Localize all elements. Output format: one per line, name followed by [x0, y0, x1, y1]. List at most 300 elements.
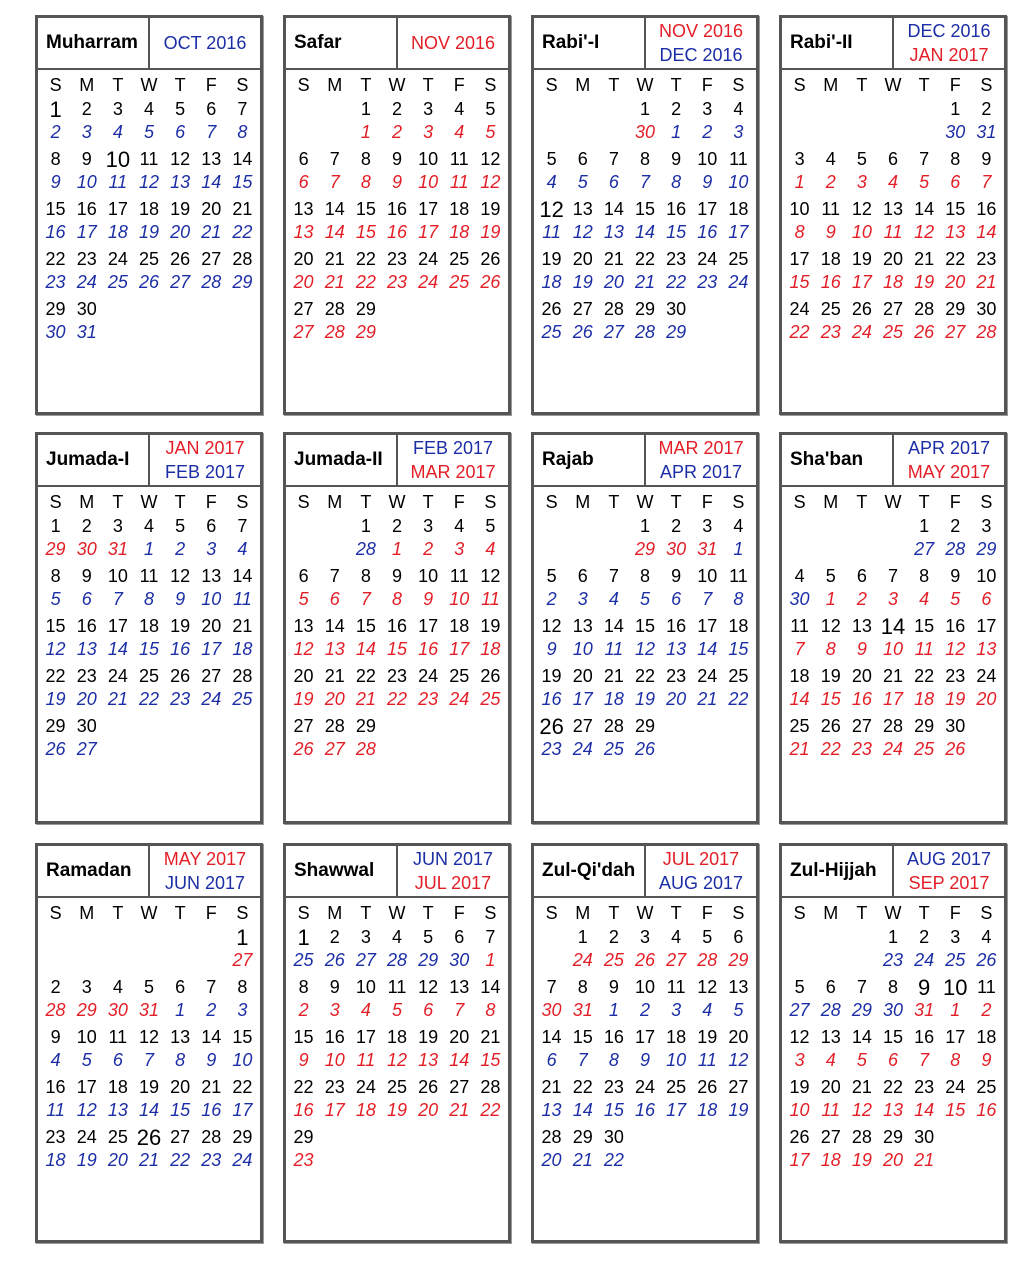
hijri-week-row: [286, 924, 508, 949]
gregorian-week-row: [38, 1099, 260, 1124]
hijri-day: 3: [702, 516, 713, 536]
hijri-day: 5: [175, 99, 186, 119]
gregorian-day: 20: [170, 222, 191, 242]
hijri-day: 1: [50, 516, 61, 536]
gregorian-day: 1: [485, 950, 496, 970]
hijri-day: 9: [981, 149, 992, 169]
hijri-week-row: [38, 146, 260, 171]
gregorian-month-bottom: JUN 2017: [164, 873, 246, 893]
hijri-day: [536, 924, 567, 951]
gregorian-day: 15: [232, 172, 253, 192]
gregorian-day: [877, 538, 908, 563]
hijri-day: 28: [603, 716, 624, 736]
month-grid: [534, 898, 756, 1174]
gregorian-day: 6: [329, 589, 340, 609]
hijri-week-row: [534, 196, 756, 221]
gregorian-day: 22: [355, 272, 376, 292]
month-grid: [782, 898, 1004, 1174]
gregorian-day: 15: [666, 222, 687, 242]
gregorian-day: 16: [45, 222, 66, 242]
hijri-day: 6: [206, 516, 217, 536]
month-card: [283, 843, 511, 1243]
hijri-day: [475, 296, 506, 323]
hijri-day: [381, 713, 412, 740]
gregorian-day: 31: [976, 122, 997, 142]
hijri-day: [413, 713, 444, 740]
gregorian-months: [150, 435, 260, 485]
gregorian-day: 2: [825, 172, 836, 192]
gregorian-month-top: JUL 2017: [662, 849, 740, 869]
gregorian-day: 20: [107, 1150, 128, 1170]
gregorian-day: [815, 538, 846, 563]
gregorian-month-bottom: MAY 2017: [907, 462, 991, 482]
hijri-day: 6: [887, 149, 898, 169]
weekday-label: T: [112, 903, 124, 923]
hijri-day: 20: [201, 616, 222, 636]
hijri-week-row: [782, 1124, 1004, 1149]
hijri-day: 16: [324, 1027, 345, 1047]
hijri-day: 2: [391, 99, 402, 119]
hijri-day: 13: [449, 977, 470, 997]
gregorian-day: 24: [851, 322, 872, 342]
gregorian-day: [133, 738, 164, 763]
gregorian-day: 6: [671, 589, 682, 609]
hijri-day: 7: [887, 566, 898, 586]
gregorian-day: 8: [671, 172, 682, 192]
weekday-label: S: [49, 492, 62, 512]
gregorian-day: 15: [603, 1100, 624, 1120]
hijri-day: [723, 713, 754, 740]
gregorian-day: [567, 121, 598, 146]
gregorian-day: 8: [237, 122, 248, 142]
gregorian-day: 25: [232, 689, 253, 709]
month-card: [283, 15, 511, 415]
hijri-day: 26: [418, 1077, 439, 1097]
hijri-day: 2: [671, 99, 682, 119]
hijri-day: [133, 713, 164, 740]
gregorian-day: 7: [454, 1000, 465, 1020]
gregorian-day: [350, 1149, 381, 1174]
weekday-label: M: [79, 492, 95, 512]
hijri-day: 1: [236, 925, 249, 950]
hijri-day: 28: [232, 249, 253, 269]
hijri-day: 14: [603, 616, 624, 636]
hijri-day: 11: [139, 149, 159, 169]
hijri-month-name: Ramadan: [38, 846, 150, 896]
gregorian-day: 5: [639, 589, 650, 609]
hijri-day: 7: [608, 149, 619, 169]
hijri-day: 12: [851, 199, 872, 219]
gregorian-day: 27: [666, 950, 687, 970]
hijri-day: 8: [919, 566, 930, 586]
hijri-day: 8: [360, 566, 371, 586]
hijri-day: 4: [671, 927, 682, 947]
gregorian-day: 10: [201, 589, 222, 609]
hijri-day: 22: [945, 249, 966, 269]
hijri-day: 17: [107, 616, 128, 636]
gregorian-day: 5: [919, 172, 930, 192]
hijri-day: [877, 96, 908, 123]
gregorian-day: [165, 321, 196, 346]
weekday-label: T: [360, 492, 372, 512]
gregorian-day: 13: [76, 639, 97, 659]
hijri-day: 12: [480, 566, 501, 586]
gregorian-day: 6: [546, 1050, 557, 1070]
gregorian-day: 12: [386, 1050, 407, 1070]
hijri-day: 24: [945, 1077, 966, 1097]
hijri-week-row: [534, 613, 756, 638]
month-header: [286, 435, 508, 487]
hijri-week-row: [38, 1124, 260, 1149]
gregorian-day: 31: [914, 1000, 935, 1020]
hijri-day: 9: [950, 566, 961, 586]
gregorian-day: 8: [950, 1050, 961, 1070]
hijri-day: [381, 296, 412, 323]
hijri-day: 28: [480, 1077, 501, 1097]
weekday-label: F: [205, 492, 217, 512]
hijri-day: 26: [851, 299, 872, 319]
gregorian-day: 27: [324, 739, 345, 759]
gregorian-day: 26: [976, 950, 997, 970]
gregorian-day: 18: [355, 1100, 376, 1120]
gregorian-month-top: DEC 2016: [907, 21, 991, 41]
gregorian-day: 23: [386, 272, 407, 292]
hijri-day: [227, 713, 258, 740]
gregorian-day: 30: [945, 122, 966, 142]
gregorian-day: [413, 738, 444, 763]
hijri-day: 28: [603, 299, 624, 319]
month-header: [534, 846, 756, 898]
gregorian-week-row: [534, 588, 756, 613]
hijri-day: 28: [851, 1127, 872, 1147]
hijri-day: 30: [976, 299, 997, 319]
gregorian-day: [971, 738, 1002, 763]
month-header: [286, 18, 508, 70]
gregorian-day: 21: [697, 689, 718, 709]
weekday-header: [534, 74, 756, 96]
month-header: [286, 846, 508, 898]
weekday-label: F: [949, 75, 961, 95]
gregorian-day: 7: [981, 172, 992, 192]
hijri-day: [40, 924, 71, 951]
hijri-day: 7: [329, 566, 340, 586]
gregorian-day: 17: [76, 222, 97, 242]
gregorian-day: 1: [825, 589, 836, 609]
gregorian-week-row: [534, 271, 756, 296]
gregorian-day: 10: [572, 639, 593, 659]
gregorian-day: 16: [201, 1100, 222, 1120]
gregorian-day: 2: [702, 122, 713, 142]
hijri-day: 4: [391, 927, 402, 947]
hijri-day: 29: [634, 716, 655, 736]
weekday-label: S: [484, 903, 497, 923]
hijri-day: [909, 96, 940, 123]
hijri-day: 3: [112, 99, 123, 119]
gregorian-week-row: [38, 688, 260, 713]
gregorian-day: 28: [697, 950, 718, 970]
hijri-day: [444, 296, 475, 323]
gregorian-day: 27: [789, 1000, 810, 1020]
gregorian-week-row: [534, 999, 756, 1024]
gregorian-day: 15: [789, 272, 810, 292]
weekday-label: S: [793, 903, 806, 923]
gregorian-month-top: FEB 2017: [412, 438, 494, 458]
gregorian-day: 29: [418, 950, 439, 970]
gregorian-month-top: MAR 2017: [658, 438, 744, 458]
gregorian-week-row: [534, 638, 756, 663]
gregorian-day: 4: [485, 539, 496, 559]
hijri-day: 6: [454, 927, 465, 947]
gregorian-day: 22: [386, 689, 407, 709]
hijri-week-row: [534, 296, 756, 321]
hijri-day: 26: [170, 666, 191, 686]
hijri-day: 6: [577, 566, 588, 586]
hijri-day: 17: [945, 1027, 966, 1047]
hijri-week-row: [38, 196, 260, 221]
gregorian-day: 12: [76, 1100, 97, 1120]
hijri-day: 22: [914, 666, 935, 686]
hijri-day: 16: [666, 199, 687, 219]
gregorian-day: 4: [702, 1000, 713, 1020]
gregorian-week-row: [38, 121, 260, 146]
hijri-day: [165, 713, 196, 740]
hijri-week-row: [38, 1024, 260, 1049]
hijri-day: 10: [697, 149, 718, 169]
hijri-day: [227, 296, 258, 323]
weekday-label: S: [297, 903, 310, 923]
hijri-day: 12: [170, 149, 191, 169]
gregorian-week-row: [38, 738, 260, 763]
gregorian-day: 16: [541, 689, 562, 709]
gregorian-day: 20: [541, 1150, 562, 1170]
gregorian-months: [894, 846, 1004, 896]
hijri-day: 5: [794, 977, 805, 997]
hijri-day: 25: [666, 1077, 687, 1097]
hijri-week-row: [286, 713, 508, 738]
hijri-day: 28: [882, 716, 903, 736]
gregorian-day: [723, 1149, 754, 1174]
weekday-label: F: [453, 75, 465, 95]
gregorian-day: 23: [820, 322, 841, 342]
hijri-day: 24: [107, 666, 128, 686]
gregorian-week-row: [534, 121, 756, 146]
gregorian-day: [846, 121, 877, 146]
gregorian-day: 11: [481, 589, 500, 609]
weekday-label: M: [575, 75, 591, 95]
hijri-day: 12: [697, 977, 718, 997]
gregorian-month-top: AUG 2017: [906, 849, 992, 869]
weekday-label: S: [297, 75, 310, 95]
hijri-day: 19: [697, 1027, 718, 1047]
hijri-day: 11: [139, 566, 159, 586]
gregorian-day: 29: [634, 539, 655, 559]
gregorian-day: 28: [820, 1000, 841, 1020]
gregorian-month-bottom: FEB 2017: [164, 462, 246, 482]
hijri-day: 30: [76, 299, 97, 319]
gregorian-day: 17: [232, 1100, 253, 1120]
gregorian-week-row: [38, 538, 260, 563]
gregorian-day: 25: [945, 950, 966, 970]
hijri-day: 11: [729, 566, 748, 586]
weekday-label: M: [327, 492, 343, 512]
gregorian-day: [846, 538, 877, 563]
hijri-day: 17: [107, 199, 128, 219]
gregorian-day: [661, 1149, 692, 1174]
gregorian-week-row: [534, 1049, 756, 1074]
weekday-label: T: [174, 492, 186, 512]
gregorian-day: 18: [45, 1150, 66, 1170]
gregorian-day: [413, 321, 444, 346]
gregorian-day: 31: [76, 322, 97, 342]
hijri-day: 7: [856, 977, 867, 997]
gregorian-day: 7: [329, 172, 340, 192]
gregorian-day: [692, 738, 723, 763]
hijri-day: 1: [360, 99, 371, 119]
hijri-day: 1: [577, 927, 588, 947]
hijri-day: 10: [418, 566, 439, 586]
gregorian-week-row: [286, 1049, 508, 1074]
hijri-week-row: [782, 146, 1004, 171]
gregorian-day: 7: [702, 589, 713, 609]
hijri-day: 14: [480, 977, 501, 997]
gregorian-day: 19: [138, 222, 159, 242]
gregorian-week-row: [38, 638, 260, 663]
hijri-day: 13: [201, 566, 222, 586]
gregorian-day: 27: [914, 539, 935, 559]
hijri-day: [846, 96, 877, 123]
hijri-day: 8: [887, 977, 898, 997]
gregorian-day: 25: [449, 272, 470, 292]
hijri-day: [381, 1124, 412, 1151]
hijri-day: [102, 924, 133, 951]
gregorian-day: 21: [634, 272, 655, 292]
gregorian-week-row: [286, 949, 508, 974]
gregorian-day: [196, 321, 227, 346]
gregorian-day: 18: [820, 1150, 841, 1170]
hijri-day: 18: [666, 1027, 687, 1047]
gregorian-day: 6: [981, 589, 992, 609]
hijri-day: 26: [820, 716, 841, 736]
hijri-day: [692, 713, 723, 740]
weekday-label: W: [140, 75, 158, 95]
hijri-day: 4: [794, 566, 805, 586]
gregorian-day: [877, 121, 908, 146]
hijri-day: 12: [789, 1027, 810, 1047]
hijri-day: 11: [821, 199, 841, 219]
month-grid: [286, 70, 508, 346]
gregorian-day: 27: [76, 739, 97, 759]
month-grid: [38, 487, 260, 763]
hijri-day: 4: [454, 516, 465, 536]
hijri-day: 25: [820, 299, 841, 319]
gregorian-month-bottom: JAN 2017: [909, 45, 989, 65]
hijri-day: 22: [45, 249, 66, 269]
gregorian-day: 23: [170, 689, 191, 709]
gregorian-day: 13: [603, 222, 624, 242]
hijri-day: 29: [293, 1127, 314, 1147]
gregorian-week-row: [38, 949, 260, 974]
gregorian-day: 11: [697, 1050, 717, 1070]
hijri-day: 21: [603, 666, 624, 686]
gregorian-day: 22: [603, 1150, 624, 1170]
hijri-day: 5: [485, 516, 496, 536]
gregorian-day: 25: [914, 739, 935, 759]
gregorian-day: 14: [201, 172, 222, 192]
gregorian-week-row: [38, 221, 260, 246]
hijri-day: 24: [107, 249, 128, 269]
hijri-day: 6: [856, 566, 867, 586]
gregorian-day: 3: [81, 122, 92, 142]
gregorian-day: 10: [449, 589, 470, 609]
gregorian-day: 12: [728, 1050, 749, 1070]
gregorian-day: 26: [324, 950, 345, 970]
gregorian-day: 26: [45, 739, 66, 759]
gregorian-week-row: [286, 638, 508, 663]
hijri-day: [692, 296, 723, 323]
weekday-label: S: [236, 492, 249, 512]
hijri-day: 14: [851, 1027, 872, 1047]
gregorian-day: 16: [976, 1100, 997, 1120]
gregorian-day: 12: [293, 639, 314, 659]
hijri-week-row: [286, 613, 508, 638]
hijri-day: 9: [391, 566, 402, 586]
month-grid: [534, 487, 756, 763]
gregorian-day: 16: [386, 222, 407, 242]
hijri-day: [846, 924, 877, 951]
gregorian-week-row: [38, 171, 260, 196]
gregorian-day: [784, 949, 815, 974]
hijri-day: 20: [851, 666, 872, 686]
hijri-day: 15: [355, 616, 376, 636]
hijri-day: 5: [546, 566, 557, 586]
hijri-day: 2: [329, 927, 340, 947]
gregorian-day: 16: [634, 1100, 655, 1120]
gregorian-week-row: [534, 1149, 756, 1174]
hijri-day: 16: [386, 199, 407, 219]
hijri-day: 13: [820, 1027, 841, 1047]
gregorian-day: 18: [697, 1100, 718, 1120]
weekday-label: F: [701, 75, 713, 95]
hijri-day: 5: [825, 566, 836, 586]
hijri-day: 19: [541, 666, 562, 686]
gregorian-day: 17: [789, 1150, 810, 1170]
gregorian-day: [102, 738, 133, 763]
hijri-day: 1: [297, 925, 310, 950]
gregorian-day: 29: [232, 272, 253, 292]
hijri-day: 13: [293, 616, 314, 636]
hijri-day: 20: [170, 1077, 191, 1097]
weekday-header: [38, 491, 260, 513]
gregorian-day: 26: [945, 739, 966, 759]
gregorian-day: [381, 321, 412, 346]
month-header: [38, 18, 260, 70]
hijri-day: 8: [237, 977, 248, 997]
gregorian-day: 30: [634, 122, 655, 142]
gregorian-day: 6: [175, 122, 186, 142]
hijri-day: 6: [206, 99, 217, 119]
hijri-day: 25: [107, 1127, 128, 1147]
gregorian-day: [102, 949, 133, 974]
hijri-day: 15: [914, 616, 935, 636]
hijri-day: 14: [880, 614, 906, 639]
hijri-day: 19: [541, 249, 562, 269]
hijri-day: [71, 924, 102, 951]
hijri-day: 27: [728, 1077, 749, 1097]
hijri-day: 19: [480, 199, 501, 219]
hijri-day: 18: [728, 616, 749, 636]
gregorian-day: 9: [981, 1050, 992, 1070]
weekday-label: T: [422, 903, 434, 923]
